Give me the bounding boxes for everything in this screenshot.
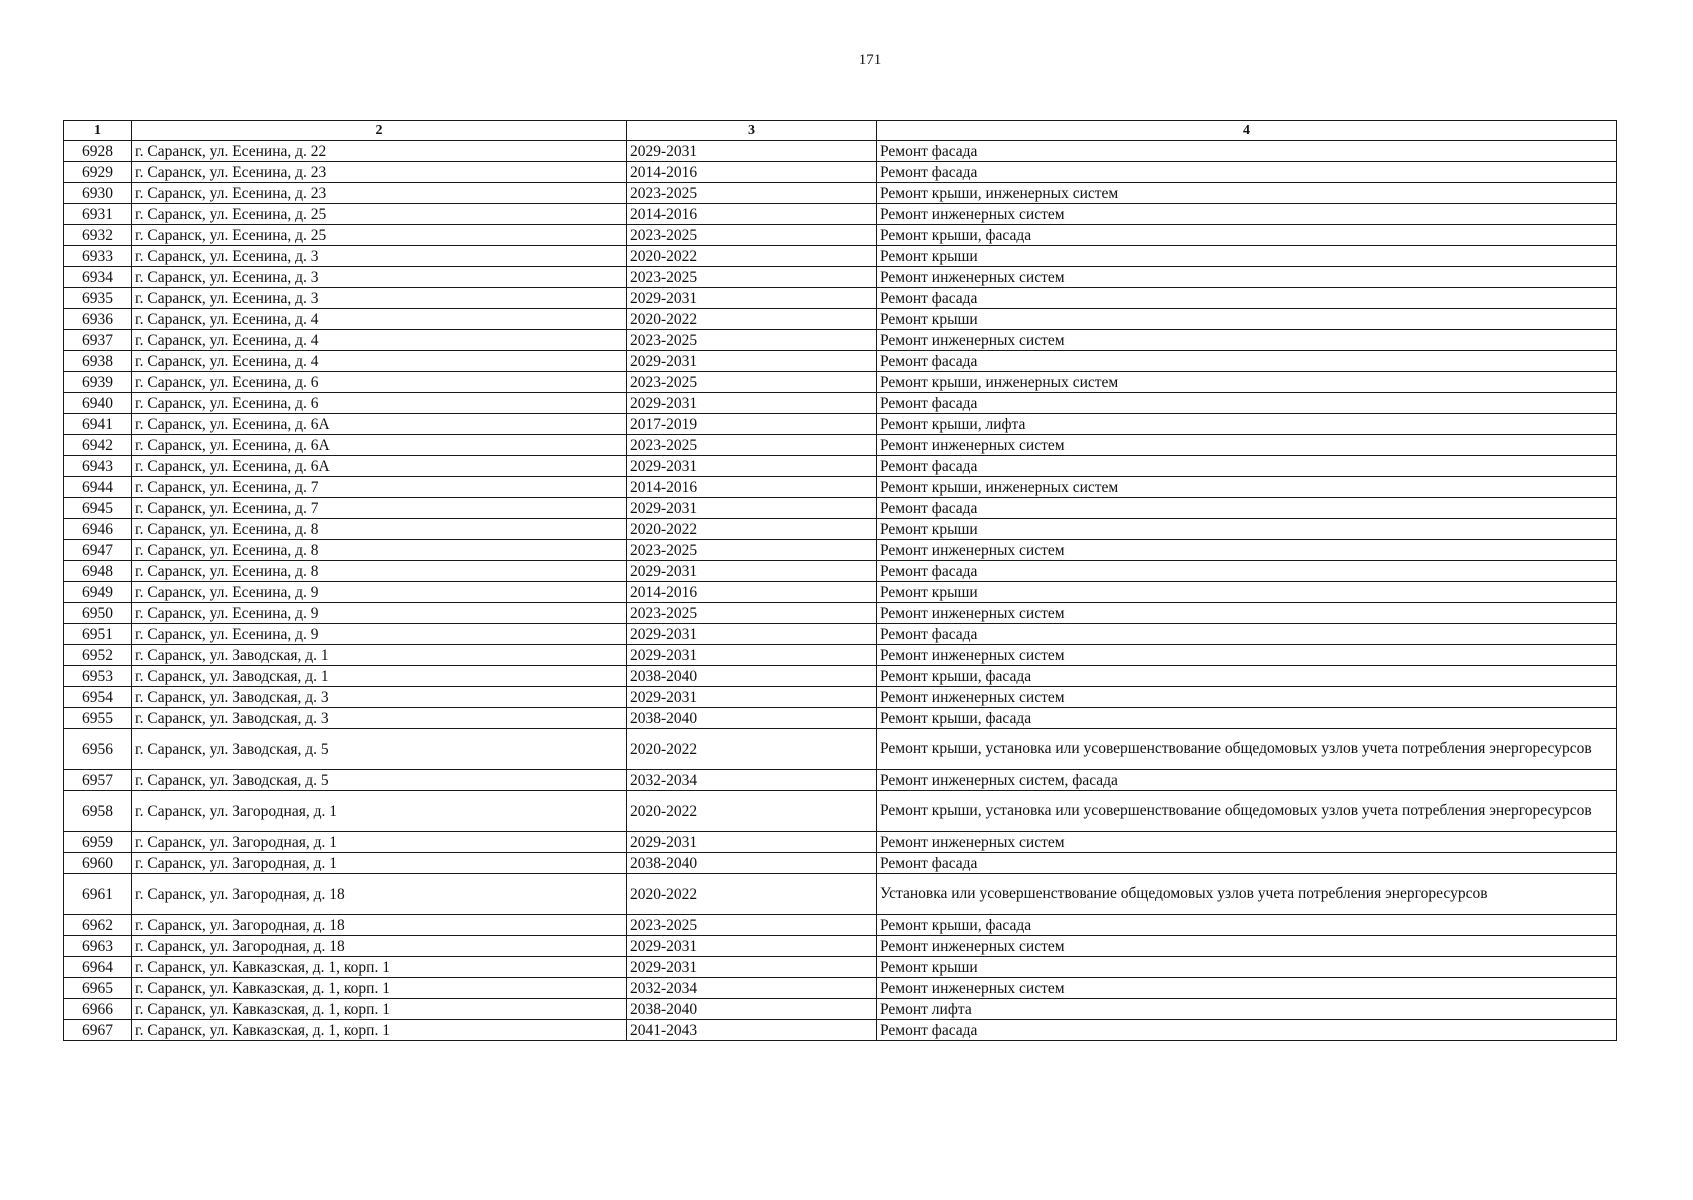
row-number-cell: 6943 <box>64 456 132 477</box>
work-type-cell: Ремонт крыши, инженерных систем <box>877 372 1617 393</box>
row-number-cell: 6949 <box>64 582 132 603</box>
table-row <box>64 477 1617 498</box>
row-number-cell: 6964 <box>64 957 132 978</box>
period-cell: 2023-2025 <box>627 225 877 246</box>
address-cell: г. Саранск, ул. Загородная, д. 1 <box>132 791 627 832</box>
period-cell: 2038-2040 <box>627 999 877 1020</box>
row-number-cell: 6942 <box>64 435 132 456</box>
work-type-cell: Ремонт инженерных систем <box>877 645 1617 666</box>
address-cell: г. Саранск, ул. Кавказская, д. 1, корп. 1 <box>132 978 627 999</box>
address-cell: г. Саранск, ул. Есенина, д. 7 <box>132 477 627 498</box>
address-cell: г. Саранск, ул. Загородная, д. 18 <box>132 874 627 915</box>
table-row <box>64 330 1617 351</box>
period-cell: 2029-2031 <box>627 288 877 309</box>
work-type-cell: Ремонт фасада <box>877 1020 1617 1041</box>
table-row <box>64 351 1617 372</box>
table-row <box>64 561 1617 582</box>
row-number-cell: 6929 <box>64 162 132 183</box>
work-type-cell: Ремонт крыши, фасада <box>877 915 1617 936</box>
table-row <box>64 540 1617 561</box>
period-cell: 2029-2031 <box>627 687 877 708</box>
period-cell: 2029-2031 <box>627 393 877 414</box>
work-type-cell: Ремонт крыши, инженерных систем <box>877 183 1617 204</box>
address-cell: г. Саранск, ул. Есенина, д. 8 <box>132 561 627 582</box>
work-type-cell: Ремонт фасада <box>877 561 1617 582</box>
table-row <box>64 141 1617 162</box>
work-type-cell: Ремонт крыши <box>877 957 1617 978</box>
address-cell: г. Саранск, ул. Кавказская, д. 1, корп. 1 <box>132 1020 627 1041</box>
page-number: 171 <box>858 52 882 68</box>
address-cell: г. Саранск, ул. Есенина, д. 9 <box>132 582 627 603</box>
table-row <box>64 978 1617 999</box>
row-number-cell: 6959 <box>64 832 132 853</box>
table-row <box>64 853 1617 874</box>
work-type-cell: Установка или усовершенствование общедомовых узлов учета потребления энергоресурсов <box>877 874 1617 915</box>
work-type-cell: Ремонт инженерных систем <box>877 204 1617 225</box>
period-cell: 2023-2025 <box>627 915 877 936</box>
work-type-cell: Ремонт инженерных систем <box>877 936 1617 957</box>
row-number-cell: 6944 <box>64 477 132 498</box>
address-cell: г. Саранск, ул. Есенина, д. 22 <box>132 141 627 162</box>
period-cell: 2038-2040 <box>627 666 877 687</box>
table-row <box>64 624 1617 645</box>
table-row <box>64 729 1617 770</box>
row-number-cell: 6948 <box>64 561 132 582</box>
address-cell: г. Саранск, ул. Заводская, д. 1 <box>132 666 627 687</box>
row-number-cell: 6930 <box>64 183 132 204</box>
table-row <box>64 204 1617 225</box>
work-type-cell: Ремонт крыши, фасада <box>877 225 1617 246</box>
work-type-cell: Ремонт инженерных систем <box>877 603 1617 624</box>
table-header <box>64 121 1617 141</box>
address-cell: г. Саранск, ул. Загородная, д. 1 <box>132 853 627 874</box>
address-cell: г. Саранск, ул. Есенина, д. 6А <box>132 414 627 435</box>
work-type-cell: Ремонт лифта <box>877 999 1617 1020</box>
row-number-cell: 6961 <box>64 874 132 915</box>
period-cell: 2020-2022 <box>627 309 877 330</box>
period-cell: 2038-2040 <box>627 853 877 874</box>
work-type-cell: Ремонт инженерных систем <box>877 978 1617 999</box>
table-body <box>64 141 1617 1041</box>
table-row <box>64 372 1617 393</box>
work-type-cell: Ремонт крыши, установка или усовершенствование общедомовых узлов учета потребления энергоресурсов <box>877 791 1617 832</box>
table-row <box>64 708 1617 729</box>
table-row <box>64 414 1617 435</box>
period-cell: 2023-2025 <box>627 603 877 624</box>
row-number-cell: 6931 <box>64 204 132 225</box>
period-cell: 2029-2031 <box>627 456 877 477</box>
row-number-cell: 6946 <box>64 519 132 540</box>
register-table-container <box>63 120 1616 1041</box>
address-cell: г. Саранск, ул. Есенина, д. 8 <box>132 540 627 561</box>
table-row <box>64 456 1617 477</box>
period-cell: 2020-2022 <box>627 519 877 540</box>
work-type-cell: Ремонт крыши <box>877 309 1617 330</box>
row-number-cell: 6960 <box>64 853 132 874</box>
period-cell: 2029-2031 <box>627 351 877 372</box>
table-row <box>64 687 1617 708</box>
period-cell: 2032-2034 <box>627 770 877 791</box>
table-row <box>64 999 1617 1020</box>
table-row <box>64 309 1617 330</box>
row-number-cell: 6936 <box>64 309 132 330</box>
table-row <box>64 183 1617 204</box>
row-number-cell: 6965 <box>64 978 132 999</box>
period-cell: 2029-2031 <box>627 561 877 582</box>
table-row <box>64 957 1617 978</box>
address-cell: г. Саранск, ул. Заводская, д. 1 <box>132 645 627 666</box>
address-cell: г. Саранск, ул. Есенина, д. 4 <box>132 330 627 351</box>
address-cell: г. Саранск, ул. Заводская, д. 3 <box>132 708 627 729</box>
address-cell: г. Саранск, ул. Есенина, д. 6А <box>132 435 627 456</box>
period-cell: 2014-2016 <box>627 582 877 603</box>
table-row <box>64 936 1617 957</box>
row-number-cell: 6947 <box>64 540 132 561</box>
work-type-cell: Ремонт крыши <box>877 582 1617 603</box>
address-cell: г. Саранск, ул. Загородная, д. 18 <box>132 915 627 936</box>
table-row <box>64 770 1617 791</box>
table-row <box>64 498 1617 519</box>
period-cell: 2023-2025 <box>627 435 877 456</box>
address-cell: г. Саранск, ул. Загородная, д. 18 <box>132 936 627 957</box>
period-cell: 2017-2019 <box>627 414 877 435</box>
table-row <box>64 874 1617 915</box>
address-cell: г. Саранск, ул. Заводская, д. 5 <box>132 770 627 791</box>
period-cell: 2014-2016 <box>627 162 877 183</box>
row-number-cell: 6935 <box>64 288 132 309</box>
address-cell: г. Саранск, ул. Загородная, д. 1 <box>132 832 627 853</box>
address-cell: г. Саранск, ул. Есенина, д. 4 <box>132 309 627 330</box>
work-type-cell: Ремонт инженерных систем <box>877 435 1617 456</box>
table-row <box>64 519 1617 540</box>
work-type-cell: Ремонт фасада <box>877 853 1617 874</box>
row-number-cell: 6945 <box>64 498 132 519</box>
row-number-cell: 6954 <box>64 687 132 708</box>
work-type-cell: Ремонт фасада <box>877 456 1617 477</box>
table-row <box>64 288 1617 309</box>
table-row <box>64 791 1617 832</box>
row-number-cell: 6934 <box>64 267 132 288</box>
row-number-cell: 6933 <box>64 246 132 267</box>
row-number-cell: 6955 <box>64 708 132 729</box>
table-row <box>64 435 1617 456</box>
work-type-cell: Ремонт инженерных систем, фасада <box>877 770 1617 791</box>
table-row <box>64 246 1617 267</box>
column-header-3: 3 <box>627 121 877 141</box>
period-cell: 2023-2025 <box>627 540 877 561</box>
table-row <box>64 603 1617 624</box>
row-number-cell: 6950 <box>64 603 132 624</box>
period-cell: 2032-2034 <box>627 978 877 999</box>
table-row <box>64 582 1617 603</box>
row-number-cell: 6962 <box>64 915 132 936</box>
table-row <box>64 393 1617 414</box>
address-cell: г. Саранск, ул. Есенина, д. 3 <box>132 288 627 309</box>
address-cell: г. Саранск, ул. Есенина, д. 6 <box>132 372 627 393</box>
table-row <box>64 915 1617 936</box>
row-number-cell: 6940 <box>64 393 132 414</box>
row-number-cell: 6951 <box>64 624 132 645</box>
address-cell: г. Саранск, ул. Есенина, д. 3 <box>132 246 627 267</box>
period-cell: 2023-2025 <box>627 330 877 351</box>
table-row <box>64 666 1617 687</box>
address-cell: г. Саранск, ул. Есенина, д. 6А <box>132 456 627 477</box>
work-type-cell: Ремонт крыши, инженерных систем <box>877 477 1617 498</box>
row-number-cell: 6952 <box>64 645 132 666</box>
work-type-cell: Ремонт фасада <box>877 162 1617 183</box>
work-type-cell: Ремонт инженерных систем <box>877 330 1617 351</box>
register-table <box>63 120 1617 1041</box>
period-cell: 2029-2031 <box>627 645 877 666</box>
column-header-4: 4 <box>877 121 1617 141</box>
period-cell: 2020-2022 <box>627 791 877 832</box>
period-cell: 2029-2031 <box>627 141 877 162</box>
work-type-cell: Ремонт фасада <box>877 624 1617 645</box>
work-type-cell: Ремонт крыши <box>877 246 1617 267</box>
column-header-1: 1 <box>64 121 132 141</box>
period-cell: 2023-2025 <box>627 372 877 393</box>
period-cell: 2038-2040 <box>627 708 877 729</box>
period-cell: 2014-2016 <box>627 477 877 498</box>
address-cell: г. Саранск, ул. Есенина, д. 25 <box>132 204 627 225</box>
work-type-cell: Ремонт крыши <box>877 519 1617 540</box>
work-type-cell: Ремонт фасада <box>877 288 1617 309</box>
work-type-cell: Ремонт крыши, фасада <box>877 708 1617 729</box>
work-type-cell: Ремонт инженерных систем <box>877 540 1617 561</box>
address-cell: г. Саранск, ул. Есенина, д. 25 <box>132 225 627 246</box>
period-cell: 2014-2016 <box>627 204 877 225</box>
row-number-cell: 6928 <box>64 141 132 162</box>
table-row <box>64 162 1617 183</box>
table-row <box>64 1020 1617 1041</box>
work-type-cell: Ремонт инженерных систем <box>877 832 1617 853</box>
work-type-cell: Ремонт фасада <box>877 498 1617 519</box>
row-number-cell: 6958 <box>64 791 132 832</box>
table-row <box>64 645 1617 666</box>
period-cell: 2029-2031 <box>627 957 877 978</box>
row-number-cell: 6966 <box>64 999 132 1020</box>
address-cell: г. Саранск, ул. Кавказская, д. 1, корп. 1 <box>132 957 627 978</box>
address-cell: г. Саранск, ул. Есенина, д. 9 <box>132 603 627 624</box>
address-cell: г. Саранск, ул. Есенина, д. 23 <box>132 162 627 183</box>
row-number-cell: 6957 <box>64 770 132 791</box>
row-number-cell: 6938 <box>64 351 132 372</box>
address-cell: г. Саранск, ул. Есенина, д. 9 <box>132 624 627 645</box>
table-row <box>64 225 1617 246</box>
table-row <box>64 832 1617 853</box>
address-cell: г. Саранск, ул. Есенина, д. 8 <box>132 519 627 540</box>
work-type-cell: Ремонт инженерных систем <box>877 267 1617 288</box>
period-cell: 2029-2031 <box>627 936 877 957</box>
address-cell: г. Саранск, ул. Кавказская, д. 1, корп. 1 <box>132 999 627 1020</box>
address-cell: г. Саранск, ул. Есенина, д. 3 <box>132 267 627 288</box>
address-cell: г. Саранск, ул. Есенина, д. 4 <box>132 351 627 372</box>
work-type-cell: Ремонт крыши, установка или усовершенствование общедомовых узлов учета потребления энергоресурсов <box>877 729 1617 770</box>
period-cell: 2023-2025 <box>627 267 877 288</box>
column-header-2: 2 <box>132 121 627 141</box>
work-type-cell: Ремонт крыши, фасада <box>877 666 1617 687</box>
row-number-cell: 6967 <box>64 1020 132 1041</box>
address-cell: г. Саранск, ул. Заводская, д. 3 <box>132 687 627 708</box>
address-cell: г. Саранск, ул. Заводская, д. 5 <box>132 729 627 770</box>
work-type-cell: Ремонт крыши, лифта <box>877 414 1617 435</box>
period-cell: 2020-2022 <box>627 246 877 267</box>
period-cell: 2029-2031 <box>627 624 877 645</box>
work-type-cell: Ремонт фасада <box>877 393 1617 414</box>
row-number-cell: 6932 <box>64 225 132 246</box>
row-number-cell: 6941 <box>64 414 132 435</box>
work-type-cell: Ремонт фасада <box>877 141 1617 162</box>
row-number-cell: 6953 <box>64 666 132 687</box>
address-cell: г. Саранск, ул. Есенина, д. 23 <box>132 183 627 204</box>
period-cell: 2020-2022 <box>627 729 877 770</box>
period-cell: 2029-2031 <box>627 832 877 853</box>
period-cell: 2020-2022 <box>627 874 877 915</box>
address-cell: г. Саранск, ул. Есенина, д. 7 <box>132 498 627 519</box>
row-number-cell: 6963 <box>64 936 132 957</box>
period-cell: 2023-2025 <box>627 183 877 204</box>
work-type-cell: Ремонт фасада <box>877 351 1617 372</box>
table-row <box>64 267 1617 288</box>
header-row <box>64 121 1617 141</box>
address-cell: г. Саранск, ул. Есенина, д. 6 <box>132 393 627 414</box>
row-number-cell: 6937 <box>64 330 132 351</box>
period-cell: 2041-2043 <box>627 1020 877 1041</box>
row-number-cell: 6939 <box>64 372 132 393</box>
row-number-cell: 6956 <box>64 729 132 770</box>
period-cell: 2029-2031 <box>627 498 877 519</box>
work-type-cell: Ремонт инженерных систем <box>877 687 1617 708</box>
